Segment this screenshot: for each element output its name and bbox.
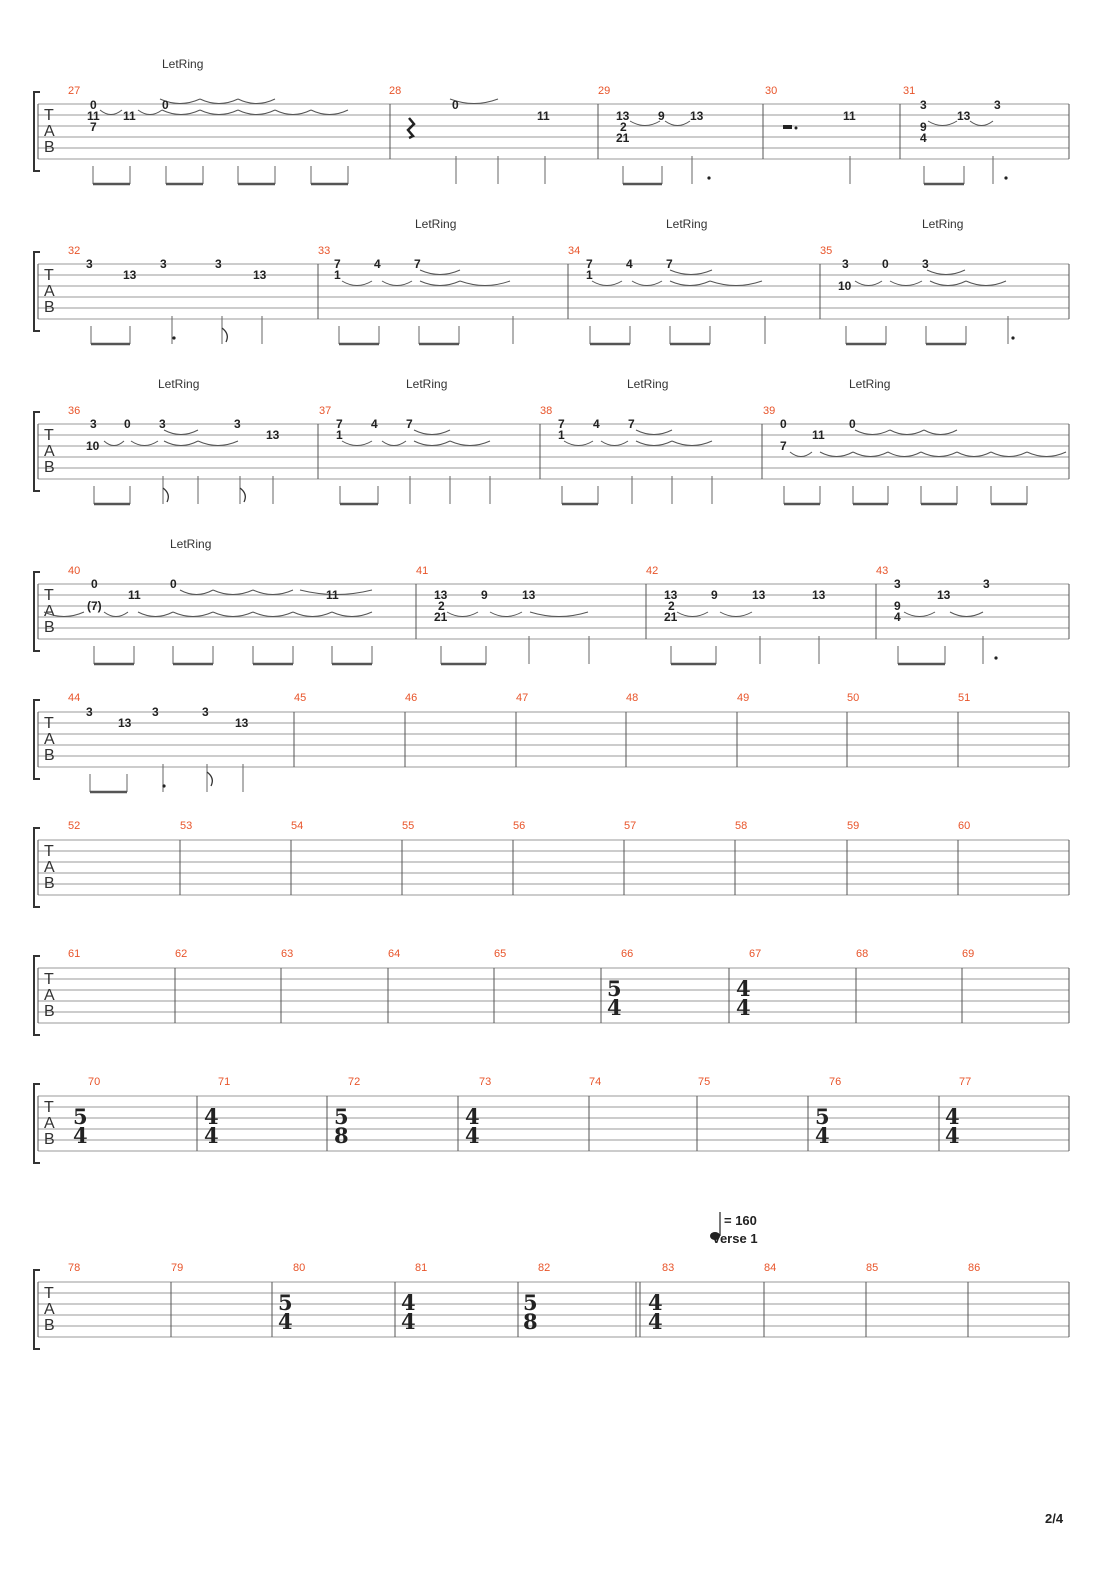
fret-number: 3	[920, 98, 927, 112]
tie-arc	[238, 110, 275, 115]
bar-number: 39	[763, 405, 776, 417]
tab-letter: A	[44, 1115, 55, 1132]
fret-number: 13	[235, 716, 249, 730]
rhythm-dot	[172, 336, 175, 339]
bar-number: 84	[764, 1262, 777, 1274]
system-7-notation	[68, 948, 974, 1020]
fret-number: 11	[326, 588, 339, 602]
bar-number: 43	[876, 565, 889, 577]
bar-number: 36	[68, 405, 81, 417]
tie-arc	[450, 441, 490, 446]
tie-arc	[853, 452, 888, 457]
bar-number: 61	[68, 948, 81, 960]
tab-letter: B	[44, 139, 55, 156]
time-signature-top: 4	[736, 976, 751, 1001]
tab-letter: A	[44, 283, 55, 300]
rhythm-dot	[994, 656, 997, 659]
fret-number: 4	[371, 417, 378, 431]
tie-arc	[382, 281, 412, 286]
fret-number: 13	[118, 716, 132, 730]
tab-letter: T	[44, 267, 54, 284]
fret-number: 13	[266, 428, 280, 442]
tie-arc	[904, 612, 935, 617]
tie-arc	[164, 430, 198, 435]
fret-number: 13	[937, 588, 951, 602]
fret-number: 3	[152, 705, 159, 719]
bar-number: 82	[538, 1262, 551, 1274]
fret-number: 3	[894, 577, 901, 591]
bar-number: 33	[318, 245, 331, 257]
bar-number: 59	[847, 820, 860, 832]
bar-number: 34	[568, 245, 581, 257]
tie-arc	[670, 281, 710, 286]
system-9-notation	[68, 1212, 980, 1334]
note-flag	[207, 772, 212, 786]
bar-number: 29	[598, 85, 611, 97]
tempo-value: = 160	[724, 1213, 757, 1228]
bar-number: 85	[866, 1262, 879, 1274]
fret-number: 7	[406, 417, 413, 431]
system-5-notation	[68, 692, 970, 730]
fret-number: 13	[253, 268, 267, 282]
fret-number: 13	[752, 588, 766, 602]
fret-number: 4	[593, 417, 600, 431]
tie-arc	[180, 590, 213, 595]
bar-number: 38	[540, 405, 553, 417]
bar-number: 31	[903, 85, 916, 97]
fret-number: 11	[87, 109, 100, 123]
fret-number: 11	[128, 588, 141, 602]
system-6-notation	[68, 820, 970, 832]
bar-number: 62	[175, 948, 188, 960]
tab-letter: B	[44, 1317, 55, 1334]
tie-arc	[460, 281, 510, 286]
rhythm-dot	[707, 176, 710, 179]
quarter-rest-icon	[408, 118, 414, 138]
rhythm-dot	[162, 784, 165, 787]
fret-number: 0	[90, 98, 97, 112]
fret-number: 3	[994, 98, 1001, 112]
time-signature-bottom: 4	[204, 1123, 219, 1148]
fret-number: 9	[920, 120, 927, 134]
tie-arc	[420, 281, 460, 286]
bar-number: 45	[294, 692, 307, 704]
tie-arc	[930, 281, 966, 286]
fret-number: 10	[838, 279, 852, 293]
tab-letter: T	[44, 427, 54, 444]
fret-number: 13	[123, 268, 137, 282]
bar-number: 47	[516, 692, 529, 704]
bar-number: 44	[68, 692, 81, 704]
tie-arc	[790, 452, 812, 457]
bar-number: 53	[180, 820, 193, 832]
fret-number: 3	[215, 257, 222, 271]
bar-number: 40	[68, 565, 81, 577]
fret-number: 3	[160, 257, 167, 271]
tie-arc	[173, 612, 213, 617]
time-signature-bottom: 4	[607, 995, 622, 1020]
tie-arc	[957, 452, 991, 457]
tie-arc	[592, 281, 622, 286]
fret-number: 7	[334, 257, 341, 271]
bar-number: 79	[171, 1262, 184, 1274]
fret-number: 11	[537, 109, 550, 123]
bar-number: 83	[662, 1262, 675, 1274]
fret-number: 7	[628, 417, 635, 431]
bar-number: 60	[958, 820, 971, 832]
tie-arc	[632, 281, 662, 286]
tie-arc	[275, 110, 311, 115]
tie-arc	[293, 612, 332, 617]
tab-letter: A	[44, 603, 55, 620]
fret-number: 9	[894, 599, 901, 613]
tie-arc	[890, 430, 924, 435]
tie-arc	[630, 121, 660, 126]
bar-number: 50	[847, 692, 860, 704]
bar-number: 68	[856, 948, 869, 960]
bar-number: 48	[626, 692, 639, 704]
tie-arc	[530, 612, 588, 617]
bar-number: 69	[962, 948, 975, 960]
rhythm-dot	[1004, 176, 1007, 179]
tie-arc	[100, 110, 122, 115]
fret-number: 13	[434, 588, 448, 602]
bar-number: 51	[958, 692, 971, 704]
fret-number: 4	[894, 610, 901, 624]
bar-number: 67	[749, 948, 762, 960]
fret-number: 13	[616, 109, 630, 123]
bar-number: 28	[389, 85, 402, 97]
tie-arc	[200, 99, 238, 104]
fret-number: 21	[664, 610, 678, 624]
fret-number: 2	[438, 599, 445, 613]
page-number: 2/4	[1045, 1511, 1064, 1526]
tie-arc	[710, 281, 762, 286]
tab-letter: A	[44, 731, 55, 748]
time-signature-bottom: 4	[278, 1309, 293, 1334]
time-signature-top: 5	[815, 1104, 830, 1129]
note-flag	[163, 488, 168, 502]
bar-number: 30	[765, 85, 778, 97]
tie-arc	[138, 612, 173, 617]
bar-number: 46	[405, 692, 418, 704]
bar-number: 74	[589, 1076, 602, 1088]
tie-arc	[311, 110, 348, 115]
tab-letter: T	[44, 1285, 54, 1302]
tie-arc	[636, 441, 672, 446]
fret-number: 0	[780, 417, 787, 431]
bar-number: 77	[959, 1076, 972, 1088]
bar-number: 64	[388, 948, 401, 960]
tab-letter: B	[44, 747, 55, 764]
tab-letter: B	[44, 299, 55, 316]
time-signature-top: 5	[607, 976, 622, 1001]
bar-number: 78	[68, 1262, 81, 1274]
tie-arc	[342, 281, 372, 286]
let-ring-label: LetRing	[666, 217, 708, 231]
tie-arc	[890, 281, 922, 286]
bar-number: 54	[291, 820, 304, 832]
note-flag	[222, 328, 227, 342]
tie-arc	[855, 281, 882, 286]
bar-number: 80	[293, 1262, 306, 1274]
fret-number: 2	[620, 120, 627, 134]
bar-number: 72	[348, 1076, 361, 1088]
note-flag	[240, 488, 245, 502]
fret-number: 3	[86, 705, 93, 719]
fret-number: 13	[957, 109, 971, 123]
fret-number: 13	[664, 588, 678, 602]
bar-number: 52	[68, 820, 81, 832]
time-signature-bottom: 4	[465, 1123, 480, 1148]
tie-arc	[414, 430, 450, 435]
bar-number: 35	[820, 245, 833, 257]
tie-arc	[164, 441, 198, 446]
fret-number: 0	[452, 98, 459, 112]
tab-letter: A	[44, 443, 55, 460]
tie-arc	[970, 121, 993, 126]
time-signature-top: 5	[73, 1104, 88, 1129]
tie-arc	[966, 281, 1006, 286]
tie-arc	[888, 452, 921, 457]
fret-number: 13	[522, 588, 536, 602]
let-ring-label: LetRing	[627, 377, 669, 391]
tie-arc	[104, 441, 124, 446]
bar-number: 55	[402, 820, 415, 832]
bar-number: 76	[829, 1076, 842, 1088]
fret-number: 3	[86, 257, 93, 271]
let-ring-label: LetRing	[849, 377, 891, 391]
fret-number: 0	[882, 257, 889, 271]
fret-number: 3	[983, 577, 990, 591]
bar-number: 41	[416, 565, 429, 577]
time-signature-top: 5	[334, 1104, 349, 1129]
fret-number: 0	[91, 577, 98, 591]
tie-arc	[198, 441, 238, 446]
fret-number: 7	[336, 417, 343, 431]
fret-number: 7	[666, 257, 673, 271]
bar-number: 57	[624, 820, 637, 832]
section-label: Verse 1	[712, 1231, 758, 1246]
bar-number: 49	[737, 692, 750, 704]
tab-letter: T	[44, 971, 54, 988]
tie-arc	[636, 430, 672, 435]
system-2-notation	[68, 217, 963, 293]
tab-letter: T	[44, 715, 54, 732]
tie-arc	[950, 612, 983, 617]
tie-arc	[131, 441, 158, 446]
tie-arc	[447, 612, 478, 617]
tie-arc	[382, 441, 406, 446]
time-signature-top: 4	[945, 1104, 960, 1129]
fret-number: 21	[434, 610, 448, 624]
tab-letter: T	[44, 843, 54, 860]
fret-number: 3	[842, 257, 849, 271]
fret-number: 1	[334, 268, 341, 282]
tie-arc	[213, 612, 253, 617]
fret-number: (7)	[87, 599, 102, 613]
tab-letter: B	[44, 459, 55, 476]
bar-number: 63	[281, 948, 294, 960]
fret-number: 21	[616, 131, 630, 145]
time-signature-top: 4	[401, 1290, 416, 1315]
time-signature-top: 5	[523, 1290, 538, 1315]
tie-arc	[991, 452, 1027, 457]
time-signature-bottom: 4	[815, 1123, 830, 1148]
let-ring-label: LetRing	[415, 217, 457, 231]
tab-letter: A	[44, 859, 55, 876]
time-signature-bottom: 8	[523, 1309, 538, 1334]
half-rest-icon	[783, 125, 792, 129]
tie-arc	[138, 110, 162, 115]
tie-arc	[921, 452, 957, 457]
system-8-notation	[73, 1076, 971, 1148]
fret-number: 1	[336, 428, 343, 442]
fret-number: 10	[86, 439, 100, 453]
time-signature-top: 4	[465, 1104, 480, 1129]
tie-arc	[670, 270, 712, 275]
fret-number: 4	[374, 257, 381, 271]
let-ring-label: LetRing	[158, 377, 200, 391]
fret-number: 0	[162, 98, 169, 112]
bar-number: 42	[646, 565, 659, 577]
tie-arc	[564, 441, 593, 446]
bar-number: 58	[735, 820, 748, 832]
tab-letter: T	[44, 107, 54, 124]
tab-letter: B	[44, 1131, 55, 1148]
time-signature-bottom: 4	[401, 1309, 416, 1334]
tie-arc	[677, 612, 708, 617]
bar-number: 81	[415, 1262, 428, 1274]
let-ring-label: LetRing	[162, 57, 204, 71]
time-signature-bottom: 4	[736, 995, 751, 1020]
bar-number: 71	[218, 1076, 231, 1088]
fret-number: 0	[849, 417, 856, 431]
fret-number: 9	[711, 588, 718, 602]
bar-number: 37	[319, 405, 332, 417]
fret-number: 3	[202, 705, 209, 719]
fret-number: 0	[170, 577, 177, 591]
tie-arc	[253, 590, 293, 595]
tie-arc	[200, 110, 238, 115]
fret-number: 3	[234, 417, 241, 431]
rest-dot	[795, 127, 798, 130]
fret-number: 7	[558, 417, 565, 431]
bar-number: 27	[68, 85, 81, 97]
fret-number: 1	[558, 428, 565, 442]
tie-arc	[924, 430, 957, 435]
tie-arc	[855, 430, 890, 435]
tab-letter: T	[44, 587, 54, 604]
fret-number: 9	[481, 588, 488, 602]
time-signature-bottom: 8	[334, 1123, 349, 1148]
fret-number: 7	[90, 120, 97, 134]
tie-arc	[253, 612, 293, 617]
time-signature-bottom: 4	[945, 1123, 960, 1148]
time-signature-top: 4	[204, 1104, 219, 1129]
tie-arc	[104, 612, 128, 617]
tab-letter: A	[44, 987, 55, 1004]
bar-number: 86	[968, 1262, 981, 1274]
tie-arc	[213, 590, 253, 595]
fret-number: 11	[123, 109, 136, 123]
tab-letter: T	[44, 1099, 54, 1116]
system-3-notation	[68, 377, 890, 453]
system-4-notation	[68, 537, 990, 624]
fret-number: 4	[626, 257, 633, 271]
fret-number: 2	[668, 599, 675, 613]
tie-arc	[720, 612, 752, 617]
tie-arc	[490, 612, 522, 617]
fret-number: 7	[586, 257, 593, 271]
fret-number: 7	[414, 257, 421, 271]
bar-number: 65	[494, 948, 507, 960]
fret-number: 11	[843, 109, 856, 123]
fret-number: 13	[812, 588, 826, 602]
tie-arc	[420, 270, 460, 275]
bar-number: 66	[621, 948, 634, 960]
let-ring-label: LetRing	[406, 377, 448, 391]
tab-letter: B	[44, 619, 55, 636]
bar-number: 73	[479, 1076, 492, 1088]
tie-arc	[332, 612, 372, 617]
let-ring-label: LetRing	[170, 537, 212, 551]
tab-systems	[34, 92, 1069, 1349]
fret-number: 3	[922, 257, 929, 271]
fret-number: 1	[586, 268, 593, 282]
bar-number: 32	[68, 245, 81, 257]
rhythm-dot	[1011, 336, 1014, 339]
system-1-notation	[68, 57, 1001, 145]
tab-letter: A	[44, 123, 55, 140]
tab-letter: B	[44, 875, 55, 892]
tab-letter: A	[44, 1301, 55, 1318]
fret-number: 3	[90, 417, 97, 431]
time-signature-top: 4	[648, 1290, 663, 1315]
tie-arc	[928, 121, 957, 126]
tie-arc	[601, 441, 628, 446]
tempo-marking	[710, 1212, 758, 1246]
fret-number: 9	[658, 109, 665, 123]
bar-number: 56	[513, 820, 526, 832]
tie-arc	[927, 270, 965, 275]
bar-number: 70	[88, 1076, 101, 1088]
fret-number: 7	[780, 439, 787, 453]
time-signature-bottom: 4	[648, 1309, 663, 1334]
tie-arc	[342, 441, 372, 446]
time-signature-bottom: 4	[73, 1123, 88, 1148]
tie-arc	[238, 99, 275, 104]
time-signature-top: 5	[278, 1290, 293, 1315]
fret-number: 0	[124, 417, 131, 431]
tie-arc	[414, 441, 450, 446]
fret-number: 13	[690, 109, 704, 123]
let-ring-label: LetRing	[922, 217, 964, 231]
bar-number: 75	[698, 1076, 711, 1088]
tie-arc	[820, 452, 853, 457]
fret-number: 4	[920, 131, 927, 145]
tie-arc	[1027, 452, 1066, 457]
fret-number: 11	[812, 428, 825, 442]
fret-number: 3	[159, 417, 166, 431]
tie-arc	[665, 121, 690, 126]
tab-letter: B	[44, 1003, 55, 1020]
tie-arc	[672, 441, 712, 446]
